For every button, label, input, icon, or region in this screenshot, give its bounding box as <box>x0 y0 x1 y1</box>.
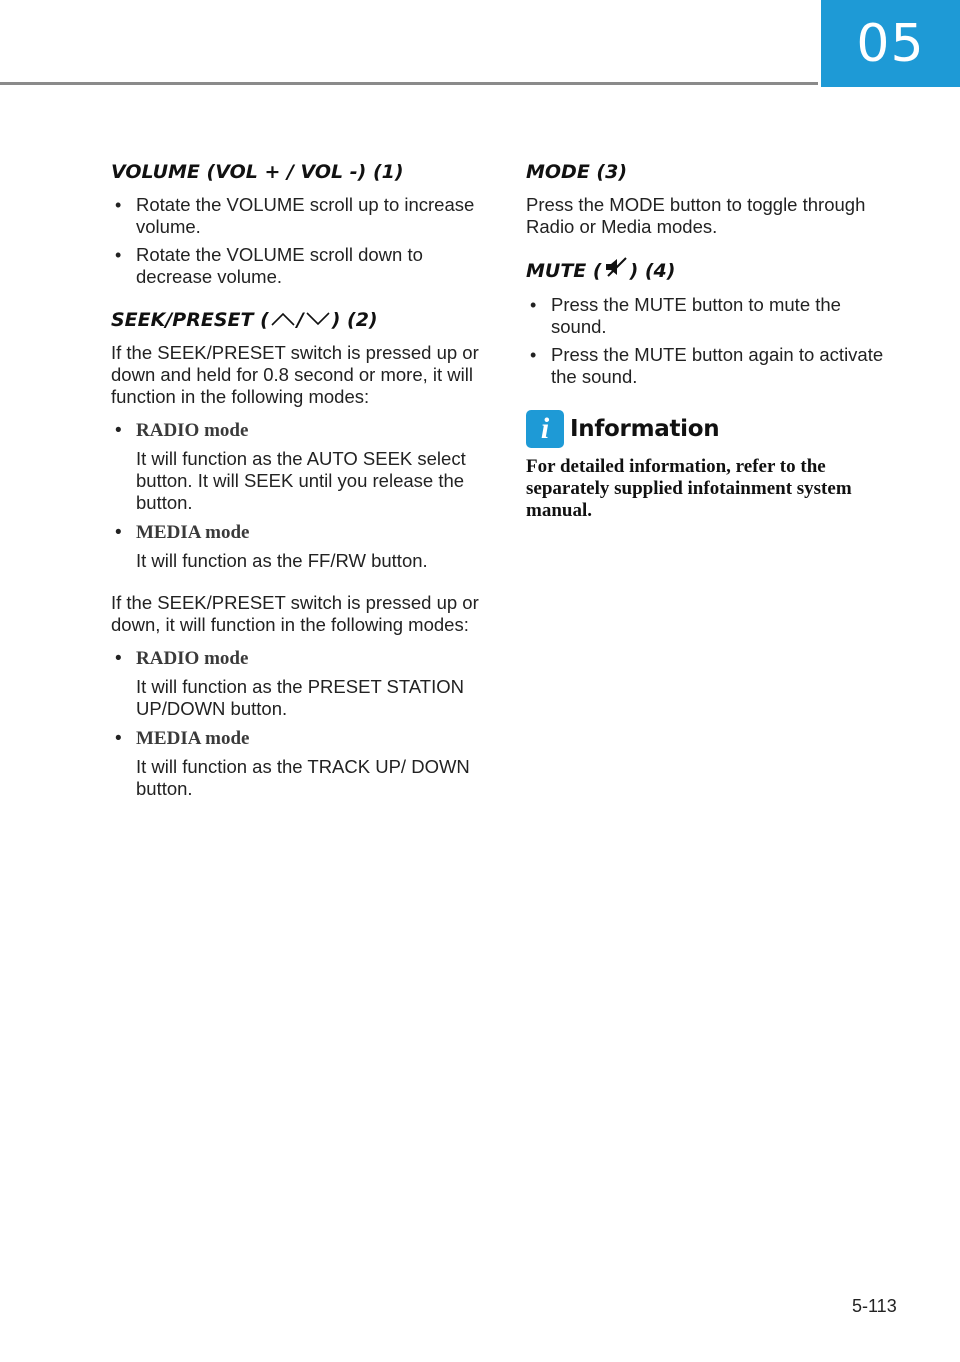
bullet-icon: • <box>530 345 537 365</box>
list-item <box>111 520 491 572</box>
information-header <box>526 410 891 448</box>
seek-held-intro: If the SEEK/PRESET switch is pressed up or down and held for 0.8 second or more, it will function in the following modes: <box>111 342 479 407</box>
info-icon: i <box>526 410 564 448</box>
seek-press-intro: If the SEEK/PRESET switch is pressed up or down, it will function in the following modes: <box>111 592 479 635</box>
bullet-icon: • <box>115 522 122 543</box>
mode-title: RADIO mode <box>136 420 249 441</box>
bullet-icon: • <box>115 195 122 215</box>
chevron-up-icon <box>271 306 295 334</box>
bullet-icon: • <box>115 420 122 441</box>
mode-description: It will function as the FF/RW button. <box>136 550 428 571</box>
page-number: 5-113 <box>852 1296 897 1316</box>
list-item: • Press the MUTE button again to activate the sound. <box>530 344 884 387</box>
list-item <box>111 418 491 514</box>
left-column <box>111 158 491 806</box>
mode-heading: MODE (3) <box>526 161 628 183</box>
mode-description: It will function as the PRESET STATION UP/DOWN button. <box>136 676 464 719</box>
right-column <box>526 158 891 522</box>
mute-speaker-icon <box>604 256 628 286</box>
list-item <box>111 726 491 800</box>
list-item: • Rotate the VOLUME scroll down to decrease volume. <box>115 244 423 287</box>
list-item: • Rotate the VOLUME scroll up to increase volume. <box>115 194 475 237</box>
bullet-icon: • <box>115 245 122 265</box>
bullet-icon: • <box>530 295 537 315</box>
mute-bullets <box>526 294 891 388</box>
chapter-tab <box>821 0 960 87</box>
chevron-down-icon <box>306 306 330 334</box>
information-text: For detailed information, refer to the separately supplied infotainment system manual. <box>526 456 852 521</box>
bullet-icon: • <box>115 728 122 749</box>
list-item <box>111 646 491 720</box>
information-title: Information <box>570 416 720 442</box>
header-rule <box>0 82 818 85</box>
mute-heading: MUTE ( ) (4) <box>526 256 891 286</box>
list-item: • Press the MUTE button to mute the sound. <box>530 294 841 337</box>
mode-title: RADIO mode <box>136 648 249 669</box>
mode-title: MEDIA mode <box>136 728 250 749</box>
seek-preset-heading: SEEK/PRESET ( / ) (2) <box>111 306 491 334</box>
volume-heading: VOLUME (VOL + / VOL -) (1) <box>111 161 404 183</box>
volume-bullets <box>111 194 491 288</box>
mode-description: It will function as the AUTO SEEK select button. It will SEEK until you release the button. <box>136 448 466 513</box>
mode-title: MEDIA mode <box>136 522 250 543</box>
chapter-number: 05 <box>856 13 925 74</box>
mode-description: It will function as the TRACK UP/ DOWN button. <box>136 756 470 799</box>
bullet-icon: • <box>115 648 122 669</box>
mode-text: Press the MODE button to toggle through Radio or Media modes. <box>526 194 866 237</box>
